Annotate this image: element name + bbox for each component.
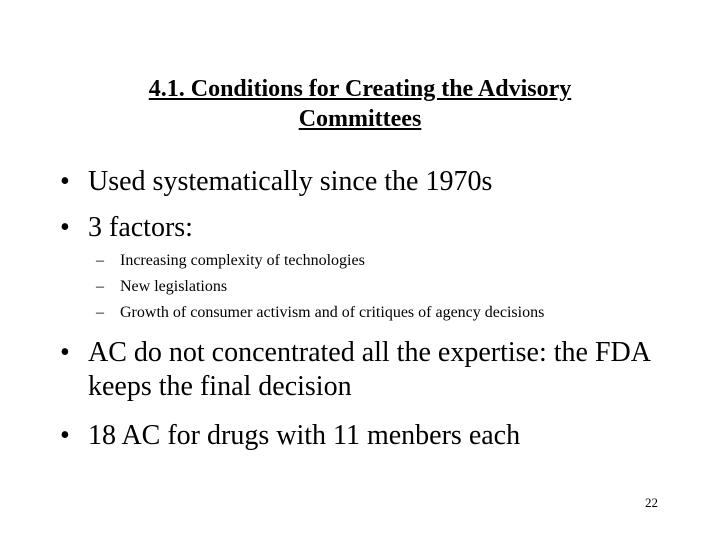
- bullet-text: AC do not concentrated all the expertise: the FDA keeps the final decision: [88, 337, 650, 402]
- sub-marker: –: [96, 304, 104, 321]
- bullet-item: [60, 165, 680, 199]
- sub-list-item: [96, 251, 656, 271]
- sub-text: Growth of consumer activism and of critiques of agency decisions: [120, 304, 545, 321]
- bullet-item: [60, 419, 680, 453]
- bullet-item: [60, 211, 680, 245]
- bullet-marker: •: [60, 337, 70, 368]
- bullet-item: [60, 336, 680, 404]
- sub-list-item: [96, 277, 656, 297]
- page-number: 22: [645, 495, 658, 510]
- bullet-marker: •: [60, 212, 70, 243]
- bullet-text: Used systematically since the 1970s: [88, 166, 493, 197]
- bullet-text: 3 factors:: [88, 212, 193, 243]
- sub-text: Increasing complexity of technologies: [120, 252, 365, 269]
- slide-title-line-2: Committees: [298, 106, 422, 132]
- slide-title: [60, 74, 660, 134]
- bullet-text: 18 AC for drugs with 11 menbers each: [88, 420, 521, 451]
- slide-title-line-1: 4.1. Conditions for Creating the Advisory: [148, 76, 572, 102]
- sub-marker: –: [96, 278, 104, 295]
- sub-list-item: [96, 303, 656, 323]
- bullet-marker: •: [60, 166, 70, 197]
- sub-text: New legislations: [120, 278, 228, 295]
- bullet-marker: •: [60, 420, 70, 451]
- sub-marker: –: [96, 252, 104, 269]
